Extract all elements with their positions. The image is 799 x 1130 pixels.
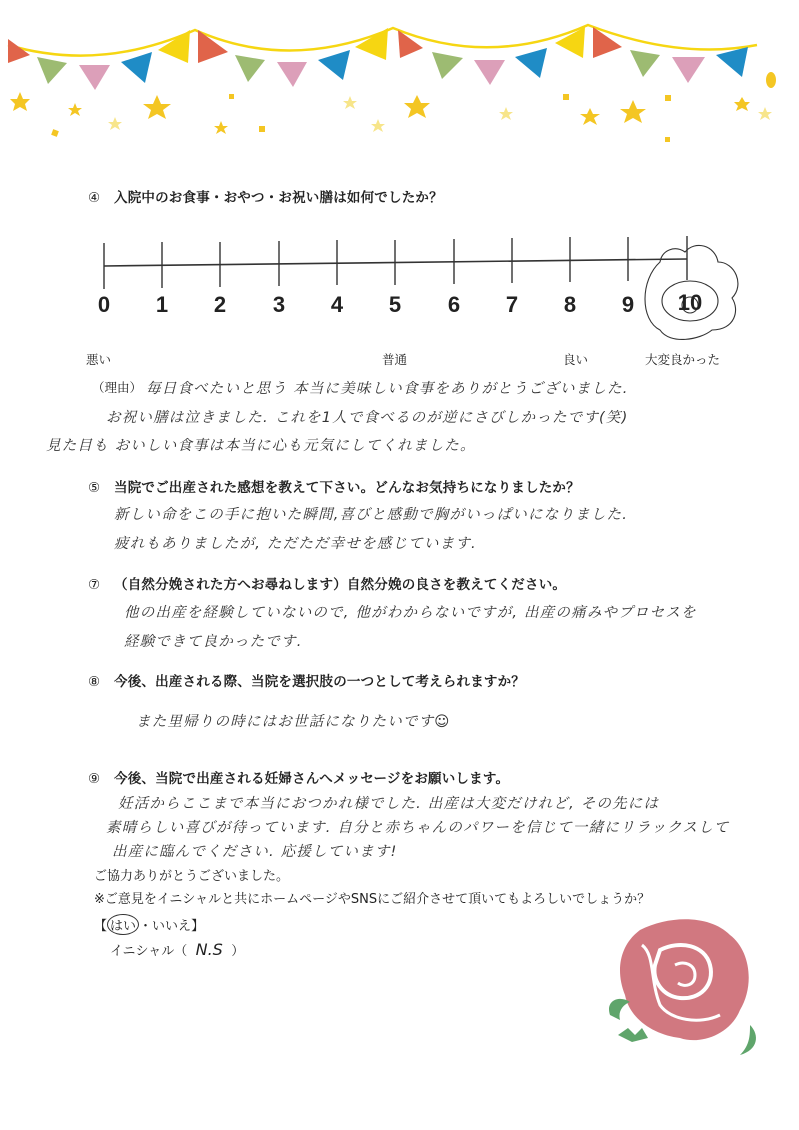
question-7 [88,573,566,593]
tick-6: 6 [447,292,461,317]
question-4 [88,186,443,206]
tick-2: 2 [213,292,227,317]
consent-no-option[interactable]: いいえ [152,919,192,934]
consent-question: ※ご意見をイニシャルと共にホームページやSNSにご紹介させて頂いてもよろしいでしょうか？ [94,892,651,907]
reason-label: （理由） [92,380,143,395]
question-text: 当院でご出産された感想を教えて下さい。どんなお気持ちになりましたか？ [114,480,580,496]
scale-label-good: 良い [563,352,589,367]
tick-8: 8 [563,292,577,317]
q4-answer-line-3: 見た目も おいしい食事は本当に心も元気にしてくれました。 [46,438,476,454]
q5-answer-line-2: 疲れもありましたが, ただただ幸せを感じています. [114,536,477,552]
rose-icon [600,910,780,1060]
q9-answer-line-1: 妊活からここまで本当におつかれ様でした. 出産は大変だけれど, その先には [118,796,660,812]
q4-answer-line-2: お祝い膳は泣きました. これを1人で食べるのが逆にさびしかったです(笑) [106,410,629,426]
consent-options: 【 はい ・いいえ】 [94,914,204,935]
question-9 [88,767,509,787]
scale-label-bad: 悪い [86,352,112,367]
scale-label-normal: 普通 [382,352,408,367]
q9-answer-line-2: 素晴らしい喜びが待っています. 自分と赤ちゃんのパワーを信じて一緒にリラックスして [106,820,730,836]
scale-label-very-good: 大変良かった [645,352,721,367]
question-number: ⑤ [88,480,101,496]
question-8 [88,670,525,690]
initials-field: イニシャル（ N.S ） [110,940,245,959]
question-number: ④ [88,190,101,206]
tick-5: 5 [388,292,402,317]
initials-label: イニシャル（ [110,944,188,959]
initials-value[interactable]: N.S [195,940,223,959]
question-text: （自然分娩された方へお尋ねします）自然分娩の良さを教えてください。 [114,577,567,593]
tick-10-selected: 10 [677,290,703,315]
thanks-message: ご協力ありがとうございました。 [94,869,290,884]
q9-answer-line-3: 出産に臨んでください. 応援しています! [112,844,398,860]
question-text: 今後、出産される際、当院を選択肢の一つとして考えられますか？ [114,674,525,690]
question-5 [88,476,580,496]
q7-answer-line-1: 他の出産を経験していないので, 他がわからないですが, 出産の痛みやプロセスを [124,605,697,621]
question-number: ⑦ [88,577,101,593]
tick-1: 1 [155,292,169,317]
q5-answer-line-1: 新しい命をこの手に抱いた瞬間,喜びと感動で胸がいっぱいになりました. [114,507,629,523]
bunting-decoration [0,0,799,160]
question-number: ⑧ [88,674,101,690]
question-number: ⑨ [88,771,101,787]
question-text: 入院中のお食事・おやつ・お祝い膳は如何でしたか？ [114,190,443,206]
q8-answer-line-1: また里帰りの時にはお世話になりたいです☺ [136,714,451,730]
q4-answer-line-1: 毎日食べたいと思う 本当に美味しい食事をありがとうございました. [146,381,629,397]
consent-yes-option[interactable]: はい [107,914,139,935]
tick-3: 3 [272,292,286,317]
tick-4: 4 [330,292,344,317]
q7-answer-line-2: 経験できて良かったです. [124,634,303,650]
tick-0: 0 [97,292,111,317]
tick-9: 9 [621,292,635,317]
tick-7: 7 [505,292,519,317]
question-text: 今後、当院で出産される妊婦さんへメッセージをお願いします。 [114,771,510,787]
